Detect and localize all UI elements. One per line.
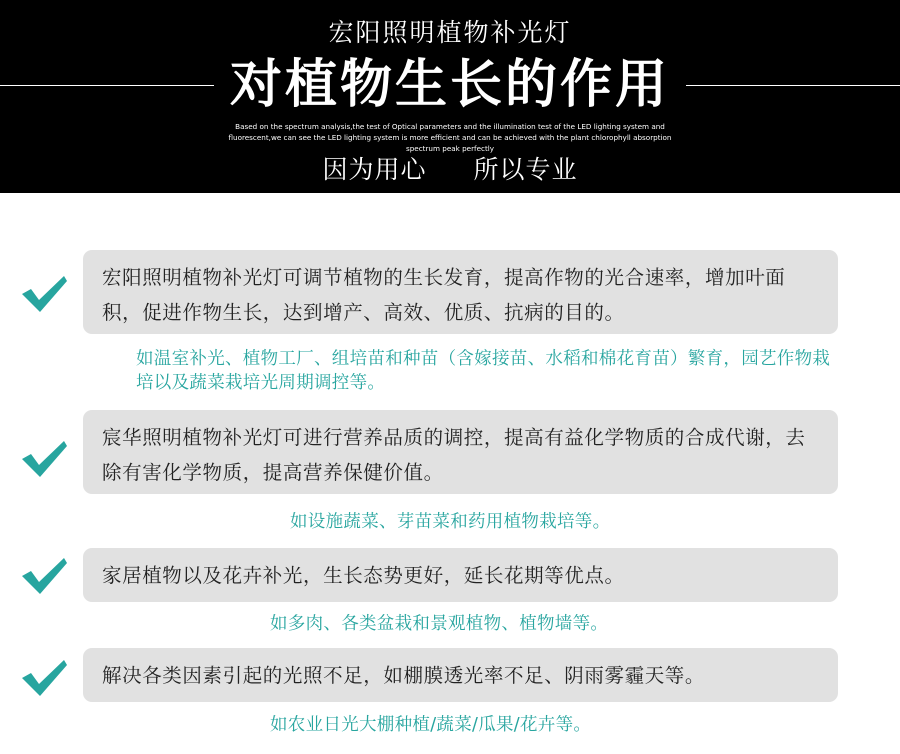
feature-box-4: 解决各类因素引起的光照不足，如棚膜透光率不足、阴雨雾霾天等。 <box>83 648 838 702</box>
title-divider-left <box>0 85 214 86</box>
title-row <box>0 52 900 118</box>
brand-name: 宏阳照明植物补光灯 <box>328 18 572 47</box>
feature-note-1: 如温室补光、植物工厂、组培苗和种苗（含嫁接苗、水稻和棉花育苗）繁育，园艺作物栽培以及蔬菜栽培光周期调控等。 <box>136 349 831 393</box>
check-icon <box>20 656 68 698</box>
feature-box-2: 宸华照明植物补光灯可进行营养品质的调控，提高有益化学物质的合成代谢，去除有害化学物质，提高营养保健价值。 <box>83 410 838 494</box>
check-icon <box>20 272 68 314</box>
feature-box-3: 家居植物以及花卉补光，生长态势更好，延长花期等优点。 <box>83 548 838 602</box>
check-icon <box>20 554 68 596</box>
check-icon <box>20 437 68 479</box>
english-description: Based on the spectrum analysis,the test of Optical parameters and the illumination test of the LED lighting system and fluorescent,we can see the LED lighting system is more efficient and can be achieved with the plant chlorophyll absorption spectrum peak perfectly <box>228 122 672 153</box>
slogan: 因为用心 所以专业 <box>322 155 578 184</box>
feature-note-2: 如设施蔬菜、芽苗菜和药用植物栽培等。 <box>290 512 611 532</box>
header-banner <box>0 0 900 193</box>
feature-note-3: 如多肉、各类盆栽和景观植物、植物墙等。 <box>270 614 609 634</box>
title-divider-right <box>686 85 900 86</box>
feature-box-1: 宏阳照明植物补光灯可调节植物的生长发育，提高作物的光合速率，增加叶面积，促进作物生长，达到增产、高效、优质、抗病的目的。 <box>83 250 838 334</box>
page-title: 对植物生长的作用 <box>229 55 670 115</box>
feature-note-4: 如农业日光大棚种植/蔬菜/瓜果/花卉等。 <box>270 715 592 735</box>
